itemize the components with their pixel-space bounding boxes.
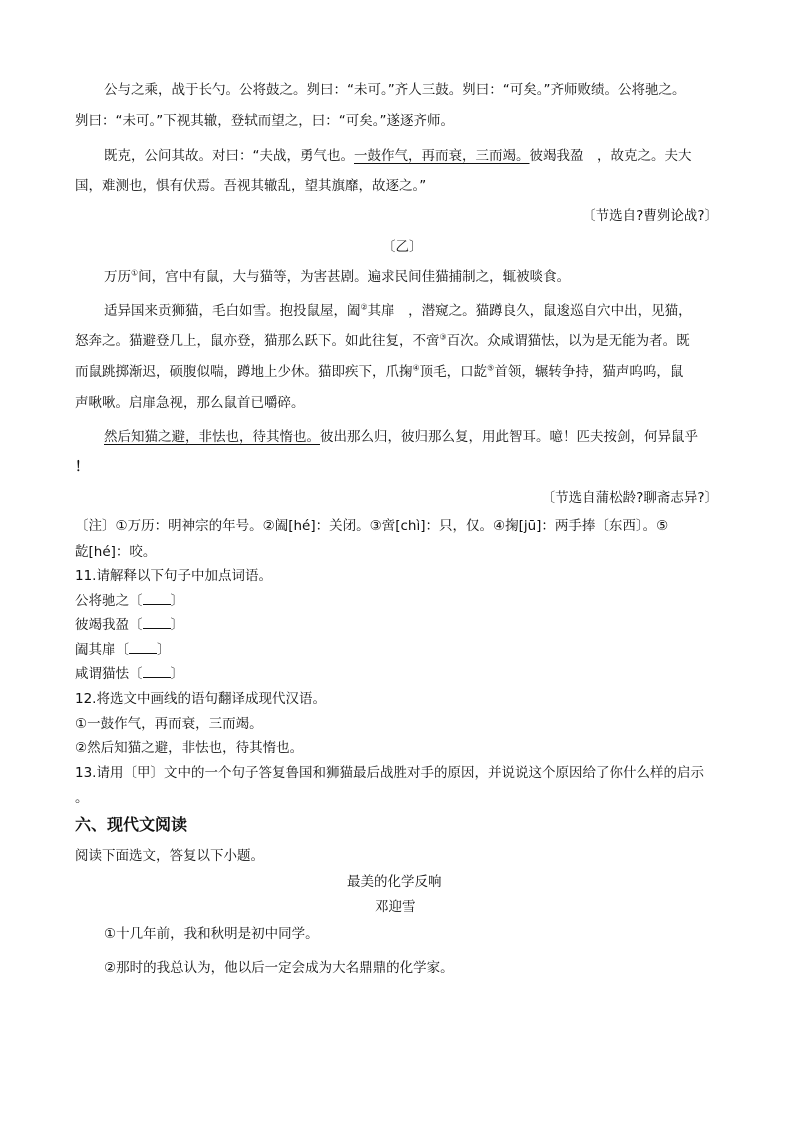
answer-blank[interactable]: [129, 640, 157, 654]
notes-line-2: 龁[hé]：咬。: [75, 544, 157, 560]
item-text: 咸谓猫怯: [75, 666, 129, 682]
yi-text: 彼出那么归，彼归那么复，用此智耳。噫！匹夫按剑，何异鼠乎: [320, 429, 698, 445]
question-12-item-1: ①一鼓作气，再而衰，三而竭。: [75, 716, 263, 732]
footnote-marker: ②: [360, 302, 368, 312]
article-title: 最美的化学反响: [347, 874, 442, 890]
yi-text: 而鼠跳掷渐迟，硕腹似喘，蹲地上少休。猫即疾下，爪掬: [75, 364, 413, 380]
yi-heading: 〔乙〕: [382, 239, 423, 255]
article-paragraph-1: ①十几年前，我和秋明是初中同学。: [104, 926, 319, 942]
question-13-line-1: 13.请用〔甲〕文中的一个句子答复鲁国和狮猫最后战胜对手的原因，并说说这个原因给了你什么样的启示: [75, 765, 704, 781]
jia-paragraph-2-line-1: [104, 146, 692, 166]
item-text: 彼竭我盈: [75, 617, 129, 633]
bracket: 〔: [115, 642, 129, 658]
bracket: 〔: [129, 666, 143, 682]
yi-paragraph-3-line-2: ！: [75, 459, 89, 475]
yi-text: 顶毛，口龁: [419, 364, 488, 380]
yi-text: 间，宫中有鼠，大与猫等，为害甚剧。遍求民间佳猫捕制之，辄被啖食。: [138, 269, 571, 285]
yi-text: 首领，辗转争持，猫声呜呜，鼠: [494, 364, 684, 380]
underlined-sentence-2: 然后知猫之避，非怯也，待其惰也。: [104, 429, 320, 445]
yi-text: 百次。众咸谓猫怯，以为是无能为者。既: [446, 333, 690, 349]
bracket: 〔: [129, 593, 143, 609]
question-12-item-2: ②然后知猫之避，非怯也，待其惰也。: [75, 740, 304, 756]
notes-line-1: 〔注〕①万历：明神宗的年号。②阖[hé]：关闭。③啻[chì]：只，仅。④掬[jū]：两手捧〔东西〕。⑤: [75, 518, 669, 534]
yi-paragraph-2-line-3: [75, 362, 683, 382]
yi-paragraph-2-line-2: [75, 331, 690, 351]
yi-text: 其扉 ，潜窥之。猫蹲良久，鼠逡巡自穴中出，见猫，: [367, 303, 692, 319]
answer-blank[interactable]: [143, 591, 171, 605]
answer-blank[interactable]: [143, 615, 171, 629]
footnote-marker: ①: [131, 268, 139, 278]
question-11-item-2: [75, 615, 184, 635]
bracket: 〕: [170, 666, 184, 682]
jia-paragraph-1-line-2: 刿曰：“未可。”下视其辙，登轼而望之，曰：“可矣。”遂逐齐师。: [75, 113, 454, 129]
yi-text: 适异国来贡狮猫，毛白如雪。抱投鼠屋，阖: [104, 303, 361, 319]
yi-text: 万历: [104, 269, 131, 285]
yi-paragraph-2-line-1: [104, 301, 692, 321]
yi-paragraph-3-line-1: [104, 427, 698, 447]
article-paragraph-2: ②那时的我总认为，他以后一定会成为大名鼎鼎的化学家。: [104, 960, 454, 976]
question-12-prompt: 12.将选文中画线的语句翻译成现代汉语。: [75, 691, 326, 707]
answer-blank[interactable]: [143, 664, 171, 678]
jia-source: 〔节选自?曹刿论战?〕: [582, 208, 718, 224]
underlined-sentence-1: 一鼓作气，再而衰，三而竭。: [354, 148, 530, 164]
question-11-item-3: [75, 640, 171, 660]
item-text: 阖其扉: [75, 642, 116, 658]
jia-paragraph-2-line-2: 国，难测也，惧有伏焉。吾视其辙乱，望其旗靡，故逐之。”: [75, 178, 427, 194]
footnote-marker: ③: [439, 332, 447, 342]
jia-text: 既克，公问其故。对曰：“夫战，勇气也。: [104, 148, 354, 164]
section-heading: 六、现代文阅读: [75, 815, 188, 834]
bracket: 〔: [129, 617, 143, 633]
bracket: 〕: [170, 617, 184, 633]
bracket: 〕: [170, 593, 184, 609]
footnote-marker: ⑤: [487, 363, 495, 373]
jia-text: 彼竭我盈 ，故克之。夫大: [529, 148, 692, 164]
question-11-item-1: [75, 591, 184, 611]
item-text: 公将驰之: [75, 593, 129, 609]
yi-paragraph-2-line-4: 声啾啾。启扉急视，那么鼠首已嚼碎。: [75, 395, 305, 411]
question-13-line-2: 。: [75, 790, 89, 806]
yi-text: 怒奔之。猫避登几上，鼠亦登，猫那么跃下。如此往复，不啻: [75, 333, 440, 349]
section-intro: 阅读下面选文，答复以下小题。: [75, 848, 264, 864]
jia-paragraph-1-line-1: 公与之乘，战于长勺。公将鼓之。刿曰：“未可。”齐人三鼓。刿曰：“可矣。”齐师败绩。公将驰之。: [104, 82, 686, 98]
question-11-prompt: 11.请解释以下句子中加点词语。: [75, 568, 272, 584]
yi-source: 〔节选自蒲松龄?聊斋志异?〕: [541, 490, 718, 506]
yi-paragraph-1: [104, 267, 570, 287]
article-author: 邓迎雪: [375, 899, 416, 915]
footnote-marker: ④: [412, 363, 420, 373]
question-11-item-4: [75, 664, 184, 684]
bracket: 〕: [157, 642, 171, 658]
